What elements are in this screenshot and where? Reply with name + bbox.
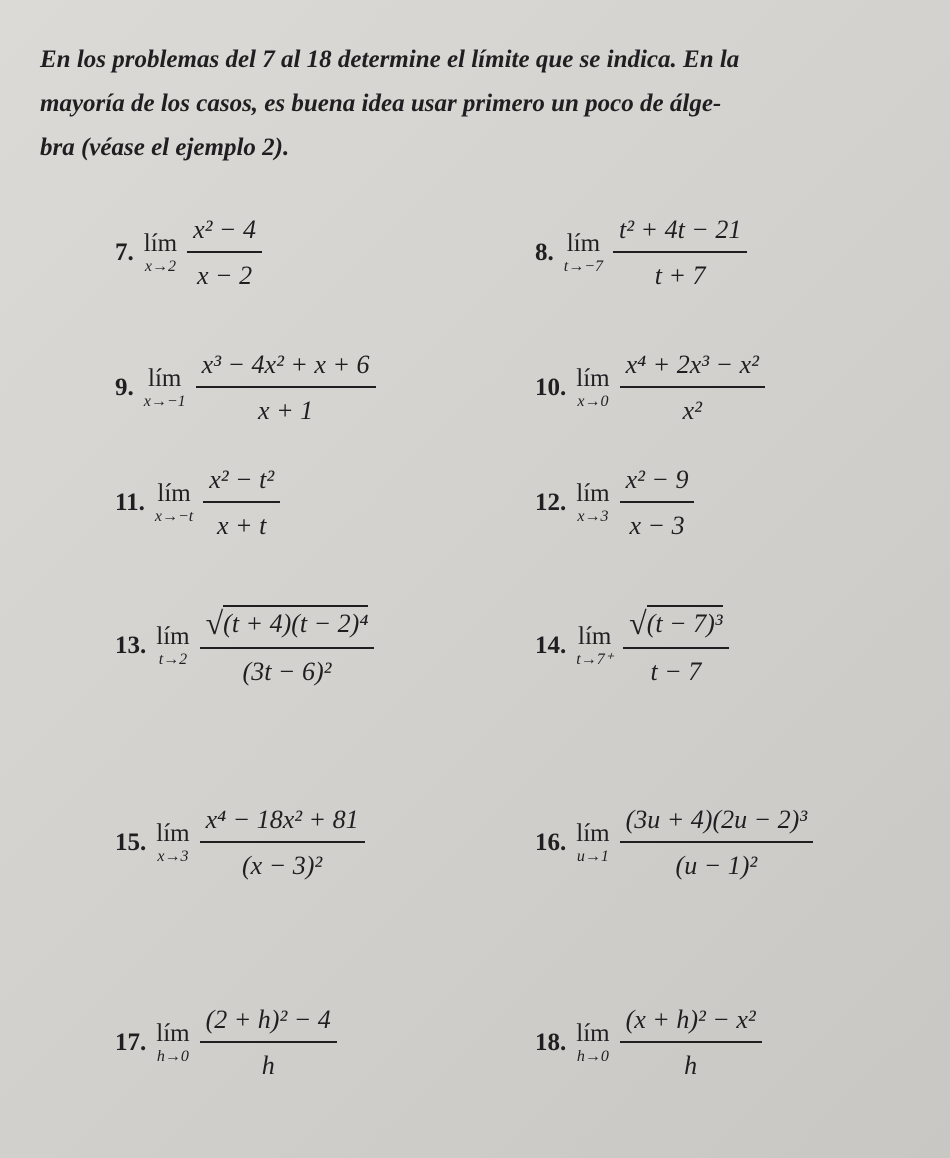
problem-8 xyxy=(535,215,747,291)
denominator: h xyxy=(261,1051,275,1080)
limit-approach: x→3 xyxy=(157,848,189,865)
numerator-text: (2 + h)² − 4 xyxy=(205,1005,331,1034)
limit-operator xyxy=(576,365,609,411)
problem-12 xyxy=(535,465,694,541)
denominator: x − 2 xyxy=(196,261,253,290)
limit-operator xyxy=(156,1020,189,1066)
fraction xyxy=(200,1005,337,1081)
denominator: h xyxy=(684,1051,698,1080)
limit-word: lím xyxy=(576,1020,610,1047)
limit-operator xyxy=(144,230,177,276)
fraction xyxy=(620,350,765,426)
numerator xyxy=(200,805,365,841)
problem-13 xyxy=(115,605,374,687)
problem-16 xyxy=(535,805,813,881)
denominator: x + t xyxy=(217,511,267,540)
numerator xyxy=(620,465,695,501)
instructions-line: bra (véase el ejemplo 2). xyxy=(40,134,290,161)
problem-number: 12. xyxy=(535,489,567,516)
problem-number: 16. xyxy=(535,829,567,856)
limit-word: lím xyxy=(143,230,178,257)
limit-word: lím xyxy=(578,623,612,650)
numerator-text: x⁴ + 2x³ − x² xyxy=(625,350,759,379)
instructions xyxy=(40,38,920,170)
denominator: x² xyxy=(682,396,702,425)
limit-word: lím xyxy=(576,480,610,507)
limit-approach: h→0 xyxy=(156,1048,189,1065)
problem-9 xyxy=(115,350,376,426)
problem-11 xyxy=(115,465,280,541)
limit-word: lím xyxy=(576,365,610,392)
problem-number: 9. xyxy=(115,374,134,401)
numerator xyxy=(620,350,765,386)
problem-7 xyxy=(115,215,262,291)
numerator-text: t² + 4t − 21 xyxy=(619,215,742,244)
radical-sign-icon: √ xyxy=(629,605,647,641)
fraction xyxy=(200,805,365,881)
denominator: (x − 3)² xyxy=(242,851,323,880)
numerator-text: x³ − 4x² + x + 6 xyxy=(201,350,370,379)
limit-operator xyxy=(576,480,609,526)
instructions-line: En los problemas del 7 al 18 determine el límite que se indica. En la xyxy=(40,46,740,73)
square-root xyxy=(206,605,369,639)
limit-approach: t→7⁺ xyxy=(576,651,614,668)
numerator xyxy=(196,350,376,386)
radicand: (t − 7)³ xyxy=(647,605,723,639)
denominator: x − 3 xyxy=(629,511,685,540)
limit-operator xyxy=(156,820,189,866)
square-root xyxy=(629,605,722,639)
problem-number: 17. xyxy=(115,1029,147,1056)
numerator xyxy=(200,605,375,647)
limit-approach: t→−7 xyxy=(563,258,603,275)
limit-operator xyxy=(564,230,603,276)
numerator-text: x⁴ − 18x² + 81 xyxy=(205,805,359,834)
denominator: (3t − 6)² xyxy=(242,657,332,686)
fraction xyxy=(620,1005,762,1081)
fraction xyxy=(187,215,262,291)
numerator xyxy=(620,1005,762,1041)
problem-number: 15. xyxy=(115,829,147,856)
numerator-text: x² − 9 xyxy=(625,465,689,494)
limit-approach: x→−t xyxy=(154,508,194,525)
fraction xyxy=(203,465,280,541)
numerator-text: (x + h)² − x² xyxy=(625,1005,756,1034)
limit-operator xyxy=(576,623,613,669)
limit-approach: u→1 xyxy=(576,848,609,865)
limit-word: lím xyxy=(566,230,601,257)
limit-approach: t→2 xyxy=(158,651,188,668)
problem-17 xyxy=(115,1005,337,1081)
limit-approach: x→0 xyxy=(577,393,609,410)
fraction xyxy=(613,215,747,291)
fraction xyxy=(620,805,814,881)
numerator-text: x² − 4 xyxy=(193,215,256,244)
limit-operator xyxy=(144,365,186,411)
fraction xyxy=(620,465,695,541)
problem-number: 13. xyxy=(115,632,147,659)
problem-number: 14. xyxy=(535,632,567,659)
numerator-text: (3u + 4)(2u − 2)³ xyxy=(625,805,808,834)
denominator: x + 1 xyxy=(258,396,314,425)
denominator: t + 7 xyxy=(654,261,706,290)
fraction xyxy=(200,605,375,687)
limit-approach: x→2 xyxy=(144,258,176,275)
problem-number: 10. xyxy=(535,374,567,401)
problem-number: 18. xyxy=(535,1029,567,1056)
numerator xyxy=(613,215,747,251)
problem-number: 8. xyxy=(535,239,554,266)
limit-operator xyxy=(576,1020,609,1066)
numerator xyxy=(200,1005,337,1041)
limit-approach: h→0 xyxy=(576,1048,609,1065)
problem-number: 7. xyxy=(115,239,134,266)
problem-number: 11. xyxy=(115,489,145,516)
problem-15 xyxy=(115,805,365,881)
fraction xyxy=(196,350,376,426)
limit-word: lím xyxy=(156,1020,190,1047)
limit-word: lím xyxy=(576,820,610,847)
limit-word: lím xyxy=(148,365,182,392)
radical-sign-icon: √ xyxy=(205,605,224,641)
problem-18 xyxy=(535,1005,762,1081)
limit-word: lím xyxy=(156,820,190,847)
numerator-text: x² − t² xyxy=(209,465,275,494)
numerator xyxy=(203,465,280,501)
problem-10 xyxy=(535,350,765,426)
denominator: (u − 1)² xyxy=(675,851,758,880)
numerator xyxy=(623,605,728,647)
limit-operator xyxy=(155,480,193,526)
instructions-line: mayoría de los casos, es buena idea usar primero un poco de álge- xyxy=(40,90,722,117)
numerator xyxy=(187,215,262,251)
problem-14 xyxy=(535,605,729,687)
limit-word: lím xyxy=(157,480,191,507)
denominator: t − 7 xyxy=(650,657,702,686)
limit-approach: x→3 xyxy=(577,508,609,525)
fraction xyxy=(623,605,728,687)
limit-operator xyxy=(576,820,609,866)
limit-approach: x→−1 xyxy=(143,393,186,410)
limit-operator xyxy=(156,623,189,669)
radicand: (t + 4)(t − 2)⁴ xyxy=(223,605,368,639)
numerator xyxy=(620,805,814,841)
limit-word: lím xyxy=(156,623,190,650)
